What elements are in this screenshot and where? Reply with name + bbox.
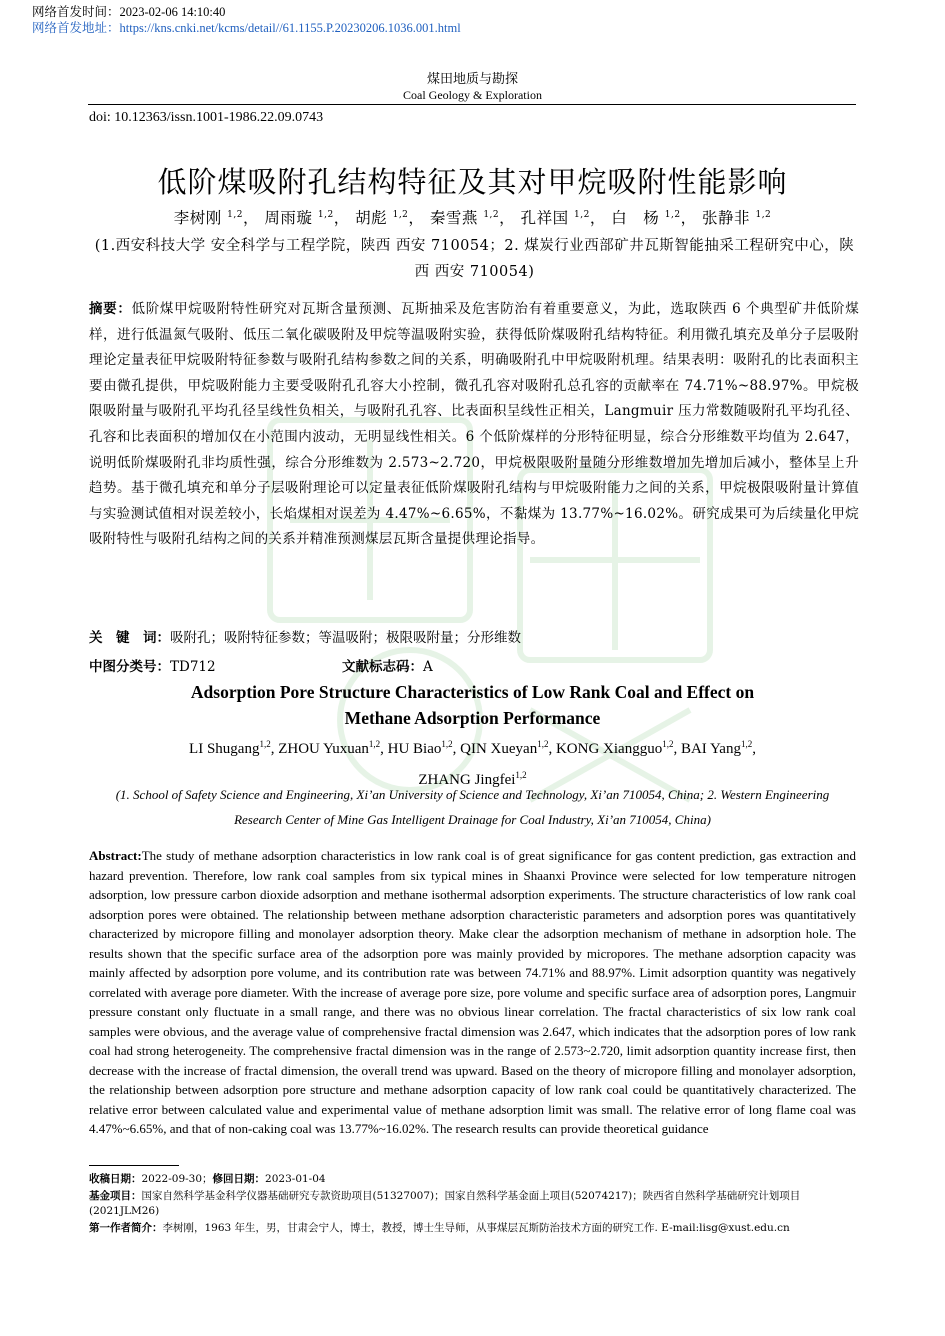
document-code-label: 文献标志码： [342,659,423,675]
abstract-cn-text: 低阶煤甲烷吸附特性研究对瓦斯含量预测、瓦斯抽采及危害防治有着重要意义，为此，选取陕西 6 个典型矿井低阶煤样，进行低温氮气吸附、低压二氧化碳吸附及甲烷等温吸附实验，获得低阶煤吸附孔结构特征。利用微孔填充及单分子层吸附理论定量表征甲烷吸附特征参数与吸附孔结构参数之间的关系，明确吸附孔中甲烷吸附机理。结果表明：吸附孔的比表面积主要由微孔提供，甲烷吸附能力主要受吸附孔孔容大小控制，微孔孔容对吸附孔总孔容的贡献率在 74.71%~88.97%。甲烷极限吸附量与吸附孔平均孔径呈线性负相关，与吸附孔孔容、比表面积呈线性正相关，Langmuir 压力常数随吸附孔平均孔径、孔容和比表面积的增加仅在小范围内波动，无明显线性相关。6 个低阶煤样的分形特征明显，综合分形维数平均值为 2.647，说明低阶煤吸附孔非均质性强，综合分形维数为 2.573~2.720，甲烷极限吸附量随分形维数增加先增加后减小，整体呈上升趋势。基于微孔填充和单分子层吸附理论可以定量表征低阶煤吸附孔结构与甲烷吸附能力之间的关系，甲烷极限吸附量计算值与实验测试值相对误差较小，长焰煤相对误差为 4.47%~6.65%，不黏煤为 13.77%~16.02%。研究成果可为后续量化甲烷吸附特性与吸附孔结构之间的关系并精准预测煤层瓦斯含量提供理论指导。 [89,301,859,548]
footnote-divider [89,1165,179,1166]
author-en[interactable]: BAI Yang$^{1,2}$ [680,739,753,757]
title-en-line: Methane Adsorption Performance [344,708,601,728]
abstract-en [89,846,856,1139]
footnote-dates: 收稿日期：2022-09-30；修回日期：2023-01-04 [89,1173,326,1185]
document-code [342,655,433,675]
author-en[interactable]: ZHANG Jingfei$^{1,2}$ [418,770,527,788]
footnote-first-author: 第一作者简介：李树刚，1963 年生，男，甘肃会宁人，博士，教授，博士生导师，从事煤层瓦斯防治技术方面的研究工作. E-mail:lisg@xust.edu.cn [89,1222,790,1234]
author-cn[interactable]: 白 杨 $^{1,2}$ [611,209,681,227]
online-publish-time: 网络首发时间：2023-02-06 14:10:40 [32,5,226,19]
abstract-en-text: The study of methane adsorption characteristics in low rank coal is of great significance for gas content prediction, gas extraction and hazard prevention. Therefore, low rank coal samples from six typical mines in Shaanxi Province were selected for low temperature nitrogen adsorption, low pressure carbon dioxide adsorption and methane isothermal adsorption experiments. The structure characteristics of low rank coal adsorption pores were obtained. The relationship between methane adsorption characteristic parameters and adsorption pores was quantitatively characterized by micropore filling and monolayer adsorption theory. Make clear the adsorption mechanism of methane in adsorption hole. The results shown that the specific surface area of the adsorption pore was mainly provided by micropores. The methane adsorption capacity was mainly affected by adsorption pore volume, and its contribution rate was between 74.71% and 88.97%. Limit adsorption quantity was negatively correlated with average pore diameter. With the increase of average pore size, pore volume and specific surface area of adsorption pores, Langmuir pressure constant only fluctuate in a small range, and there was no obvious linear correlation. The fractal characteristics of six low rank coal samples were obvious, and the average value of comprehensive fractal dimension was 2.647, which indicates that the adsorption pores of low rank coal had strong heterogeneity. The comprehensive fractal dimension was in the range of 2.573~2.720, limit adsorption quantity increase first, then decrease with the increase of fractal dimension, the overall trend was upward. Based on the theory of micropore filling and monolayer adsorption, the relationship between adsorption pore structure and methane adsorption capacity of low rank coal could be quantitatively characterized. The relative error between calculated value and experimental value of methane adsorption limit was small. The relative error of long flame coal was 4.47%~6.65%, and that of non-caking coal was 13.77%~16.02%. The research results can provide theoretical guidance [89,848,856,1136]
title-en-line: Adsorption Pore Structure Characteristics of Low Rank Coal and Effect on [190,682,755,702]
document-code-value: A [423,659,433,675]
doi: doi: 10.12363/issn.1001-1986.22.09.0743 [89,110,324,125]
author-list-en: LI Shugang$^{1,2}$, ZHOU Yuxuan$^{1,2}$, HU Biao$^{1,2}$, QIN Xueyan$^{1,2}$, KONG Xiangguo$^{1,2}$, BAI Yang$^{1,2}$, ZHANG Jingfei$^{1,2}$ [189,739,756,788]
header-divider [88,104,856,105]
author-cn[interactable]: 孔祥国 $^{1,2}$ [520,209,590,227]
author-en[interactable]: ZHOU Yuxuan$^{1,2}$ [278,739,381,757]
author-cn[interactable]: 张静非 $^{1,2}$ [702,209,772,227]
author-cn[interactable]: 胡彪 $^{1,2}$ [355,209,409,227]
affiliation-en: (1. School of Safety Science and Engineering, Xi’an University of Science and Technology, Xi’an 710054, China; 2. Western Engineering Research Center of Mine Gas Intelligent Drainage for Coal Industry, Xi’an 710054, China) [115,787,830,827]
author-list-cn: 李树刚 $^{1,2}$， 周雨璇 $^{1,2}$， 胡彪 $^{1,2}$， 秦雪燕 $^{1,2}$， 孔祥国 $^{1,2}$， 白 杨 $^{1,2}$， 张静非 $^{1,2}$ [173,209,772,227]
footnote-fund: 基金项目：国家自然科学基金科学仪器基础研究专款资助项目(51327007)；国家自然科学基金面上项目(52074217)；陕西省自然科学基础研究计划项目(2021JLM26) [89,1190,801,1217]
author-en[interactable]: HU Biao$^{1,2}$ [387,739,453,757]
journal-name-en: Coal Geology & Exploration [403,88,542,102]
article-title-en [140,679,805,731]
online-publish-address[interactable]: 网络首发地址：https://kns.cnki.net/kcms/detail//61.1155.P.20230206.1036.001.html [32,21,461,35]
author-cn[interactable]: 李树刚 $^{1,2}$ [173,209,243,227]
affiliation-cn: (1.西安科技大学 安全科学与工程学院，陕西 西安 710054；2. 煤炭行业西部矿井瓦斯智能抽采工程研究中心，陕西 西安 710054) [94,238,855,280]
abstract-cn [89,297,859,553]
author-en[interactable]: QIN Xueyan$^{1,2}$ [460,739,549,757]
author-en[interactable]: LI Shugang$^{1,2}$ [189,739,271,757]
keywords-label: 关 键 词： [89,630,170,646]
journal-name-cn: 煤田地质与勘探 [426,72,518,87]
author-cn[interactable]: 周雨璇 $^{1,2}$ [264,209,334,227]
article-title-cn: 低阶煤吸附孔结构特征及其对甲烷吸附性能影响 [157,165,788,199]
clc-label: 中图分类号： [89,659,170,675]
keywords-cn [89,626,521,646]
abstract-en-label: Abstract: [89,848,142,863]
clc-number [89,655,216,675]
author-en[interactable]: KONG Xiangguo$^{1,2}$ [555,739,674,757]
keywords-text: 吸附孔；吸附特征参数；等温吸附；极限吸附量；分形维数 [170,630,521,646]
author-cn[interactable]: 秦雪燕 $^{1,2}$ [429,209,500,227]
clc-value: TD712 [170,659,216,675]
abstract-cn-label: 摘要： [89,301,132,317]
